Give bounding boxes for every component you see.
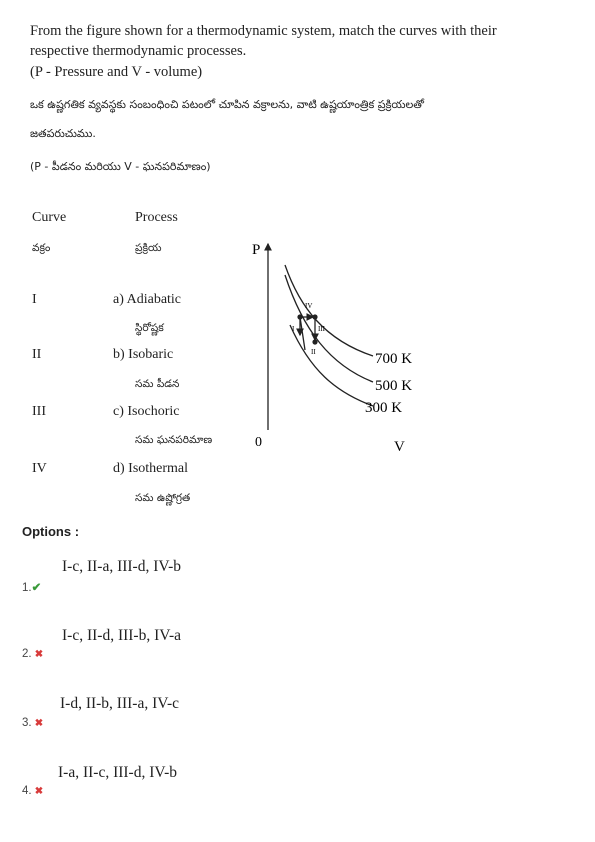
p-axis-label: P bbox=[252, 242, 261, 258]
curve-item: I bbox=[32, 292, 37, 307]
cross-icon: ✖ bbox=[34, 718, 44, 729]
question-line-3: (P - Pressure and V - volume) bbox=[30, 64, 203, 80]
option-number-label: 1. bbox=[22, 582, 32, 594]
process-item: b) Isobaric bbox=[113, 347, 174, 362]
curve-label-ii: II bbox=[311, 348, 316, 356]
state-point bbox=[297, 314, 302, 319]
question-line-2: respective thermodynamic processes. bbox=[30, 43, 247, 59]
temp-label-700k: 700 K bbox=[375, 351, 413, 367]
curve-header-telugu: వక్రం bbox=[32, 242, 51, 254]
process-item-telugu: స్థిరోష్ణక bbox=[135, 322, 164, 334]
process-item: d) Isothermal bbox=[113, 461, 189, 476]
options-label: Options : bbox=[22, 524, 80, 539]
check-icon: ✔ bbox=[31, 582, 42, 594]
curve-label-iii: III bbox=[318, 325, 325, 333]
curve-item: IV bbox=[32, 461, 47, 476]
option-2-number bbox=[22, 648, 43, 660]
temp-label-300k: 300 K bbox=[365, 400, 403, 416]
curve-label-i: I bbox=[292, 325, 295, 333]
isotherm-500k bbox=[285, 275, 373, 382]
option-number-label: 4. bbox=[22, 785, 32, 797]
question-line-1: From the figure shown for a thermodynamic system, match the curves with their bbox=[30, 23, 497, 39]
process-item-telugu: సమ ఘనపరిమాణ bbox=[135, 434, 213, 446]
process-item: a) Adiabatic bbox=[113, 292, 182, 307]
question-telugu-line-2: జతపరుచుము. bbox=[30, 127, 96, 140]
cross-icon: ✖ bbox=[34, 786, 44, 797]
question-telugu-line-1: ఒక ఉష్ణగతిక వ్యవస్థకు సంబంధించి పటంలో చూపిన వక్రాలను, వాటి ఉష్ణయాంత్రిక ప్రక్రియలతో bbox=[30, 98, 425, 111]
pv-diagram bbox=[245, 230, 445, 460]
curve-item: II bbox=[32, 347, 42, 362]
option-2-text[interactable]: I-c, II-d, III-b, IV-a bbox=[62, 627, 182, 644]
option-1-text[interactable]: I-c, II-a, III-d, IV-b bbox=[62, 558, 182, 575]
option-4-text[interactable]: I-a, II-c, III-d, IV-b bbox=[58, 764, 178, 781]
option-1-number bbox=[22, 580, 41, 594]
temp-label-500k: 500 K bbox=[375, 378, 413, 394]
option-3-text[interactable]: I-d, II-b, III-a, IV-c bbox=[60, 695, 180, 712]
origin-label: 0 bbox=[255, 435, 262, 450]
cross-icon: ✖ bbox=[34, 649, 44, 660]
question-telugu-line-3: (P - పీడనం మరియు V - ఘనపరిమాణం) bbox=[30, 160, 211, 173]
v-axis-label: V bbox=[394, 439, 405, 455]
process-item-telugu: సమ పీడన bbox=[135, 378, 180, 390]
option-3-number bbox=[22, 717, 43, 729]
process-header-telugu: ప్రక్రియ bbox=[135, 242, 162, 254]
option-number-label: 3. bbox=[22, 717, 32, 729]
process-item-telugu: సమ ఉష్ణోగ్రత bbox=[135, 492, 191, 504]
curve-item: III bbox=[32, 404, 46, 419]
state-point bbox=[312, 339, 317, 344]
process-header: Process bbox=[135, 210, 178, 225]
curve-header: Curve bbox=[32, 210, 67, 225]
option-4-number bbox=[22, 785, 43, 797]
state-point bbox=[312, 314, 317, 319]
curve-label-iv: IV bbox=[305, 302, 313, 310]
option-number-label: 2. bbox=[22, 648, 32, 660]
process-item: c) Isochoric bbox=[113, 404, 180, 419]
